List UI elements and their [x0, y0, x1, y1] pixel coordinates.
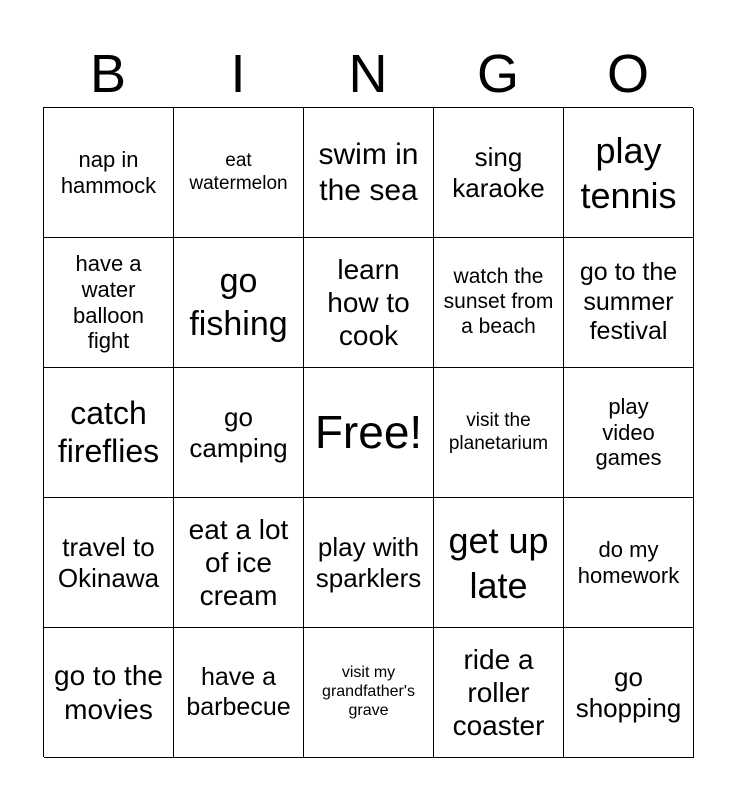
bingo-cell[interactable] — [44, 628, 174, 758]
bingo-cell[interactable] — [434, 108, 564, 238]
cell-label: play video games — [595, 393, 662, 471]
header-letter-n: N — [348, 44, 388, 104]
bingo-cell[interactable] — [44, 108, 174, 238]
bingo-cell[interactable] — [44, 368, 174, 498]
bingo-cell[interactable] — [44, 238, 174, 368]
cell-label: go shopping — [575, 661, 682, 723]
bingo-cell[interactable] — [304, 498, 434, 628]
bingo-cell[interactable] — [564, 108, 694, 238]
cell-label: do my homework — [577, 536, 680, 588]
cell-label: go fishing — [189, 262, 288, 343]
bingo-cell[interactable] — [434, 238, 564, 368]
bingo-cell[interactable] — [174, 108, 304, 238]
bingo-cell[interactable] — [174, 368, 304, 498]
header-letter-i: I — [230, 44, 246, 104]
bingo-cell[interactable] — [434, 628, 564, 758]
cell-label: go to the movies — [54, 660, 163, 725]
cell-label: learn how to cook — [327, 253, 410, 352]
cell-label: sing karaoke — [452, 141, 545, 203]
cell-label: eat watermelon — [189, 150, 288, 194]
bingo-header — [43, 40, 693, 108]
cell-label: play with sparklers — [315, 531, 422, 593]
bingo-cell[interactable] — [174, 628, 304, 758]
bingo-card — [43, 107, 693, 757]
free-space-label: Free! — [314, 406, 423, 459]
cell-label: go to the summer festival — [579, 258, 678, 346]
cell-label: watch the sunset from a beach — [443, 265, 554, 338]
header-letter-b: B — [89, 44, 127, 104]
bingo-cell[interactable] — [434, 498, 564, 628]
cell-label: go camping — [189, 401, 288, 463]
cell-label: catch fireflies — [57, 394, 160, 469]
cell-label: eat a lot of ice cream — [188, 513, 289, 612]
cell-label: travel to Okinawa — [57, 531, 160, 593]
bingo-cell[interactable] — [434, 368, 564, 498]
cell-label: visit the planetarium — [448, 410, 549, 454]
cell-label: get up late — [448, 519, 549, 606]
header-letter-g: G — [476, 44, 519, 104]
bingo-cell[interactable] — [304, 108, 434, 238]
bingo-cell[interactable] — [304, 628, 434, 758]
bingo-cell[interactable] — [304, 368, 434, 498]
cell-label: ride a roller coaster — [452, 643, 545, 742]
bingo-cell[interactable] — [564, 238, 694, 368]
header-letter-o: O — [606, 44, 649, 104]
bingo-cell[interactable] — [564, 498, 694, 628]
cell-label: have a water balloon fight — [73, 250, 144, 354]
cell-label: visit my grandfather's grave — [322, 664, 415, 719]
bingo-cell[interactable] — [174, 238, 304, 368]
bingo-cell[interactable] — [44, 498, 174, 628]
cell-label: have a barbecue — [186, 663, 291, 721]
bingo-cell[interactable] — [304, 238, 434, 368]
cell-label: swim in the sea — [318, 138, 419, 207]
cell-label: nap in hammock — [60, 146, 157, 198]
bingo-cell[interactable] — [564, 368, 694, 498]
cell-label: play tennis — [580, 129, 677, 216]
bingo-cell[interactable] — [174, 498, 304, 628]
bingo-cell[interactable] — [564, 628, 694, 758]
